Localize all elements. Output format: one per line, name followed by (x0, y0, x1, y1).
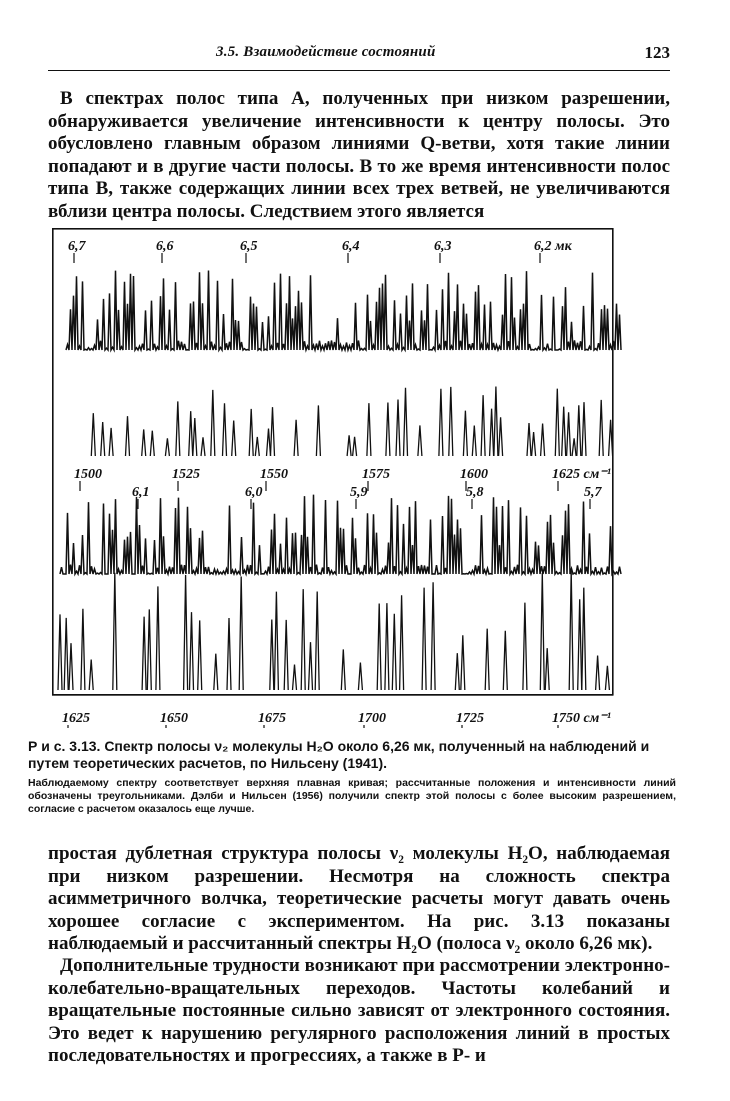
calculated-line-lower (239, 577, 243, 691)
calculated-line-lower (142, 617, 146, 690)
top-wavelength-label: 6,3 (434, 239, 452, 254)
top-wavelength-label: 6,5 (240, 239, 258, 254)
calculated-line-lower (422, 588, 426, 690)
calculated-line-upper (599, 400, 603, 456)
calculated-line-upper (249, 409, 253, 456)
calculated-line-lower (569, 571, 573, 690)
calculated-line-upper (193, 418, 197, 456)
figure-caption: Р и с. 3.13. Спектр полосы ν₂ молекулы H₂O около 6,26 мк, полученный на наблюдений и путем теоретических расчетов, по Нильсену (1941). (28, 738, 650, 771)
calculated-line-lower (113, 573, 117, 690)
calculated-line-upper (555, 389, 559, 456)
bottom-wavenumber-label: 1725 (456, 711, 484, 726)
middle-wavelength-label: 5,9 (350, 485, 368, 500)
calculated-line-lower (58, 614, 62, 690)
calculated-line-lower (485, 629, 489, 690)
calculated-line-lower (596, 656, 600, 690)
middle-wavenumber-label: 1625 см⁻¹ (552, 467, 611, 482)
calculated-line-upper (91, 413, 95, 456)
calculated-line-upper (176, 401, 180, 456)
calculated-line-upper (347, 435, 351, 456)
calculated-line-upper (294, 420, 298, 456)
calculated-line-upper (567, 412, 571, 456)
paragraph-top: В спектрах полос типа A, полученных при низком разрешении, обнаруживается увеличение интенсивности к центру полосы. Это обусловлено главным образом линиями Q-ветви, хотя такие линии попадают и в другие части полосы. В то же время интенсивности полос типа B, также содержащих линии всех трех ветвей, не увеличиваются вблизи центра полосы. Следствием этого является (48, 88, 670, 222)
calculated-line-upper (101, 422, 105, 456)
figure-frame (53, 229, 613, 695)
calculated-line-upper (386, 403, 390, 457)
calculated-line-upper (481, 395, 485, 456)
calculated-line-lower (293, 665, 297, 691)
calculated-line-lower (540, 573, 544, 690)
calculated-line-lower (69, 643, 73, 690)
calculated-line-upper (223, 403, 227, 456)
calculated-line-lower (400, 595, 404, 690)
calculated-line-upper (463, 411, 467, 456)
calculated-line-lower (582, 588, 586, 690)
calculated-line-upper (418, 425, 422, 456)
middle-wavelength-label: 6,1 (132, 485, 150, 500)
top-wavelength-label: 6,4 (342, 239, 360, 254)
bottom-wavenumber-label: 1650 (160, 711, 188, 726)
bottom-wavenumber-label: 1675 (258, 711, 286, 726)
calculated-line-lower (455, 653, 459, 690)
calculated-line-upper (532, 432, 536, 456)
calculated-line-lower (377, 604, 381, 691)
calculated-line-lower (274, 592, 278, 690)
spectrum-figure (52, 228, 668, 728)
middle-wavenumber-label: 1525 (172, 467, 200, 482)
middle-wavelength-label: 5,8 (466, 485, 484, 500)
calculated-line-upper (577, 405, 581, 456)
calculated-line-upper (189, 411, 193, 456)
calculated-line-lower (578, 599, 582, 690)
calculated-line-lower (309, 642, 313, 690)
calculated-line-upper (404, 388, 408, 456)
bottom-wavenumber-label: 1625 (62, 711, 90, 726)
calculated-line-upper (562, 407, 566, 456)
calculated-line-lower (147, 609, 151, 690)
figure-caption-note: Наблюдаемому спектру соответствует верхняя плавная кривая; рассчитанные положения и интенсивности линий обозначены треугольниками. Дэлби и Нильсен (1956) получили спектр этой полосы с более высоким разрешением, согласие с расчетом оказалось еще лучше. (28, 777, 676, 815)
calculated-line-lower (214, 654, 218, 690)
calculated-line-upper (367, 403, 371, 456)
calculated-line-upper (211, 390, 215, 456)
calculated-line-lower (301, 589, 305, 690)
calculated-line-upper (582, 402, 586, 456)
calculated-line-lower (523, 603, 527, 690)
middle-wavenumber-label: 1600 (460, 467, 488, 482)
bottom-wavenumber-label: 1700 (358, 711, 386, 726)
calculated-line-lower (392, 614, 396, 690)
observed-spectrum-upper (66, 271, 621, 351)
calculated-line-upper (490, 409, 494, 456)
observed-spectrum-lower (60, 495, 621, 574)
calculated-line-lower (156, 586, 160, 690)
middle-wavenumber-label: 1575 (362, 467, 390, 482)
calculated-line-lower (461, 635, 465, 690)
calculated-line-upper (472, 426, 476, 457)
calculated-line-lower (385, 603, 389, 690)
calculated-line-upper (126, 416, 130, 456)
middle-wavelength-label: 5,7 (584, 485, 602, 500)
running-head: 3.5. Взаимодействие состояний (216, 44, 436, 60)
calculated-line-upper (499, 417, 503, 456)
calculated-line-lower (341, 649, 345, 690)
calculated-line-upper (353, 437, 357, 456)
top-wavelength-label: 6,6 (156, 239, 174, 254)
calculated-line-lower (64, 618, 68, 690)
page-number: 123 (644, 43, 670, 62)
calculated-lines-lower (58, 571, 609, 690)
calculated-line-upper (572, 438, 576, 456)
calculated-line-upper (396, 400, 400, 457)
top-wavelength-label: 6,7 (68, 239, 86, 254)
calculated-line-lower (431, 582, 435, 690)
calculated-line-lower (184, 575, 188, 690)
calculated-line-upper (201, 437, 205, 456)
calculated-line-upper (316, 405, 320, 456)
calculated-line-upper (232, 421, 236, 457)
calculated-lines-upper (91, 387, 612, 457)
calculated-line-upper (527, 423, 531, 456)
calculated-line-lower (545, 648, 549, 690)
calculated-line-lower (503, 631, 507, 690)
middle-wavenumber-label: 1500 (74, 467, 102, 482)
calculated-line-upper (439, 389, 443, 456)
calculated-line-upper (541, 424, 545, 456)
paragraph-bottom-1: простая дублетная структура полосы ν₂ молекулы H₂O, наблюдаемая при низком разрешении. Несмотря на сложность спектра асимметричного волчка, теоретические расчеты могут давать очень хорошее согласие с экспериментом. На рис. 3.13 показаны наблюдаемый и рассчитанный спектры H₂O (полоса ν₂ около 6,26 мк). (48, 843, 670, 955)
calculated-line-upper (494, 387, 498, 457)
calculated-line-upper (271, 407, 275, 456)
calculated-line-upper (449, 387, 453, 456)
bottom-wavenumber-label: 1750 см⁻¹ (552, 711, 611, 726)
calculated-line-upper (255, 437, 259, 456)
calculated-line-lower (315, 592, 319, 691)
calculated-line-upper (267, 429, 271, 456)
calculated-line-lower (605, 666, 609, 690)
top-wavelength-label: 6,2 мк (534, 239, 572, 254)
calculated-line-lower (89, 660, 93, 691)
paragraph-bottom-2: Дополнительные трудности возникают при рассмотрении электронно-колебательно-вращательных переходов. Частоты колебаний и вращательные постоянные сильно зависят от электронного состояния. Это ведет к нарушению регулярного расположения линий в простых последовательностях и прогрессиях, а также в P- и (48, 955, 670, 1067)
calculated-line-lower (227, 618, 231, 690)
middle-wavelength-label: 6,0 (245, 485, 263, 500)
calculated-line-upper (142, 429, 146, 456)
calculated-line-lower (284, 620, 288, 690)
calculated-line-lower (358, 663, 362, 691)
spectrum-plot (52, 228, 668, 728)
calculated-line-lower (198, 620, 202, 690)
middle-wavenumber-label: 1550 (260, 467, 288, 482)
calculated-line-lower (270, 620, 274, 691)
calculated-line-upper (109, 428, 113, 456)
calculated-line-lower (81, 609, 85, 690)
calculated-line-upper (150, 431, 154, 456)
calculated-line-lower (190, 612, 194, 690)
page-header (48, 40, 670, 71)
calculated-line-upper (165, 438, 169, 456)
